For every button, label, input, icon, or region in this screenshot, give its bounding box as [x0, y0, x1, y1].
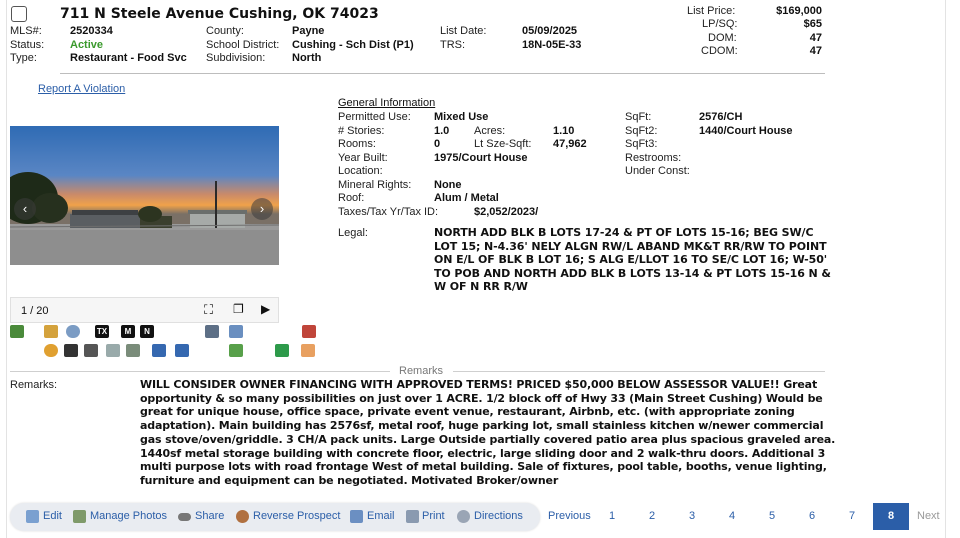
status-value: Active	[70, 39, 104, 51]
pager-page-3[interactable]: 3	[689, 510, 696, 522]
camera-icon[interactable]	[126, 344, 140, 357]
sqft-value: 2576/CH	[699, 111, 743, 123]
permitted-use-value: Mixed Use	[434, 111, 489, 123]
map-icon[interactable]	[44, 325, 58, 338]
county-value: Payne	[292, 25, 325, 37]
lot-size-label: Lt Sze-Sqft:	[474, 138, 532, 150]
dom-label: DOM:	[708, 32, 737, 44]
print-icon	[406, 510, 419, 523]
restrooms-label: Restrooms:	[625, 152, 682, 164]
subdivision-value: North	[292, 52, 322, 64]
photo-counter: 1 / 20	[21, 305, 49, 317]
lot-size-value: 47,962	[553, 138, 587, 150]
lpsq-value: $65	[803, 18, 822, 30]
pager-current-page[interactable]: 8	[873, 503, 909, 530]
sqft2-value: 1440/Court House	[699, 125, 793, 137]
pager-previous[interactable]: Previous	[548, 510, 591, 522]
add-to-cart-icon[interactable]	[64, 344, 78, 357]
edit-icon	[26, 510, 39, 523]
n-icon[interactable]: N	[140, 325, 154, 338]
legal-label: Legal:	[338, 227, 368, 239]
photo-prev-button[interactable]: ‹	[14, 198, 36, 220]
sqft2-label: SqFt2:	[625, 125, 658, 137]
type-value: Restaurant - Food Svc	[70, 52, 187, 64]
mineral-rights-label: Mineral Rights:	[338, 179, 412, 191]
cdom-value: 47	[809, 45, 822, 57]
edit-button[interactable]: Edit	[43, 510, 62, 522]
trs-value: 18N-05E-33	[522, 39, 582, 51]
taxes-label: Taxes/Tax Yr/Tax ID:	[338, 206, 439, 218]
documents-icon[interactable]	[106, 344, 120, 357]
share-button[interactable]: Share	[195, 510, 225, 522]
mls-number: 2520334	[70, 25, 113, 37]
sqft-label: SqFt:	[625, 111, 652, 123]
pager-page-7[interactable]: 7	[849, 510, 856, 522]
directions-icon	[457, 510, 470, 523]
year-built-value: 1975/Court House	[434, 152, 528, 164]
play-slideshow-icon[interactable]: ▶	[261, 302, 271, 316]
reverse-prospect-button[interactable]: Reverse Prospect	[253, 510, 341, 522]
legal-description: NORTH ADD BLK B LOTS 17-24 & PT OF LOTS 15-16; BEG SW/C LOT 15; N-4.36' NELY ALGN RW/L ABAND MK&T RR/RW TO POINT ON E/L OF BLK B LOT 16; S ALG E/LLOT 16 TO SE/C LOT 16; W-50' TO POB AND NORTH ADD BLK B LOTS 13-14 & PT LOTS 15-16 N & W OF N RR R/W	[434, 226, 831, 294]
remarks-divider-left	[10, 371, 390, 372]
home-search-icon[interactable]	[229, 325, 243, 338]
taxes-value: $2,052/2023/	[474, 206, 539, 218]
house-icon[interactable]	[205, 325, 219, 338]
photos-icon	[73, 510, 86, 523]
list-date-value: 05/09/2025	[522, 25, 578, 37]
history-icon[interactable]	[66, 325, 80, 338]
pager-page-2[interactable]: 2	[649, 510, 656, 522]
dom-value: 47	[809, 32, 822, 44]
stories-value: 1.0	[434, 125, 450, 137]
email-button[interactable]: Email	[367, 510, 395, 522]
mls-label: MLS#:	[10, 25, 42, 37]
popout-icon[interactable]: ❐	[233, 302, 244, 316]
tax-icon[interactable]: TX	[96, 327, 108, 336]
lpsq-label: LP/SQ:	[702, 18, 738, 30]
photo-controls	[10, 297, 279, 323]
layers-icon[interactable]	[302, 325, 316, 338]
list-date-label: List Date:	[440, 25, 487, 37]
growth-icon[interactable]	[229, 344, 243, 357]
rooms-label: Rooms:	[338, 138, 376, 150]
photo-gallery-icon[interactable]	[10, 325, 24, 338]
report-violation-link[interactable]: Report A Violation	[38, 83, 126, 95]
cdom-label: CDOM:	[701, 45, 738, 57]
lock-icon[interactable]	[152, 344, 166, 357]
listing-address: 711 N Steele Avenue Cushing, OK 74023	[60, 6, 379, 22]
fullscreen-icon[interactable]: ⛶	[204, 302, 214, 317]
pager-page-1[interactable]: 1	[609, 510, 616, 522]
person-icon	[236, 510, 249, 523]
header-divider	[60, 73, 825, 74]
action-toolbar	[10, 503, 540, 531]
status-label: Status:	[10, 39, 45, 51]
school-value: Cushing - Sch Dist (P1)	[292, 39, 414, 51]
photo-next-button[interactable]: ›	[251, 198, 273, 220]
acres-label: Acres:	[474, 125, 506, 137]
share-icon	[178, 513, 191, 521]
sqft3-label: SqFt3:	[625, 138, 658, 150]
pager-page-5[interactable]: 5	[769, 510, 776, 522]
export-icon[interactable]	[275, 344, 289, 357]
permitted-use-label: Permitted Use:	[338, 111, 411, 123]
remarks-heading: Remarks	[399, 365, 444, 377]
school-label: School District:	[206, 39, 280, 51]
remarks-text: WILL CONSIDER OWNER FINANCING WITH APPROVED TERMS! PRICED $50,000 BELOW ASSESSOR VALUE!! Great opportunity & so many possibilities on just over 1 ACRE. 1/2 block off of Hwy 33 (Main Street Cushing) Would be great for unique house, office space, private event venue, restaurant, Airbnb, etc. (with appropriate zoning adaptation). Main building has 2576sf, metal roof, huge parking lot, small stainless kitchen w/newer commercial gas stove/oven/griddle. 3 CH/A pack units. Large Outside partially covered patio area plus spacious graveled area. 1440sf metal storage building with concrete floor, electric, large sliding door and 2 walk-thru doors. Additional 3 multi purpose lots with road frontage West of metal building. Sale of fixtures, pool table, booths, venue lighting, furniture and equipment can be negotiated. Motivated Broker/owner	[140, 378, 836, 487]
pager-page-4[interactable]: 4	[729, 510, 736, 522]
rooms-value: 0	[434, 138, 441, 150]
mineral-rights-value: None	[434, 179, 462, 191]
remove-icon[interactable]	[84, 344, 98, 357]
county-label: County:	[206, 25, 244, 37]
remarks-divider-right	[453, 371, 825, 372]
under-construction-label: Under Const:	[625, 165, 690, 177]
list-price-value: $169,000	[776, 5, 822, 17]
print-button[interactable]: Print	[422, 510, 445, 522]
pager-page-6[interactable]: 6	[809, 510, 816, 522]
general-info-heading: General Information	[338, 97, 436, 109]
type-label: Type:	[10, 52, 37, 64]
roof-label: Roof:	[338, 192, 365, 204]
compass-icon[interactable]	[44, 344, 58, 357]
listing-photo[interactable]	[10, 126, 279, 265]
trs-label: TRS:	[440, 39, 466, 51]
acres-value: 1.10	[553, 125, 575, 137]
remarks-label: Remarks:	[10, 379, 58, 391]
manage-photos-button[interactable]: Manage Photos	[90, 510, 168, 522]
year-built-label: Year Built:	[338, 152, 388, 164]
m-icon[interactable]: M	[121, 325, 135, 338]
pager-next[interactable]: Next	[917, 510, 940, 522]
directions-button[interactable]: Directions	[474, 510, 523, 522]
location-label: Location:	[338, 165, 383, 177]
sunset-property-photo	[10, 126, 279, 265]
stories-label: # Stories:	[338, 125, 385, 137]
subdivision-label: Subdivision:	[206, 52, 266, 64]
email-icon	[350, 510, 363, 523]
select-listing-checkbox[interactable]	[11, 6, 27, 22]
stats-chart-icon[interactable]	[301, 344, 315, 357]
lock-alt-icon[interactable]	[175, 344, 189, 357]
list-price-label: List Price:	[687, 5, 736, 17]
roof-value: Alum / Metal	[434, 192, 499, 204]
